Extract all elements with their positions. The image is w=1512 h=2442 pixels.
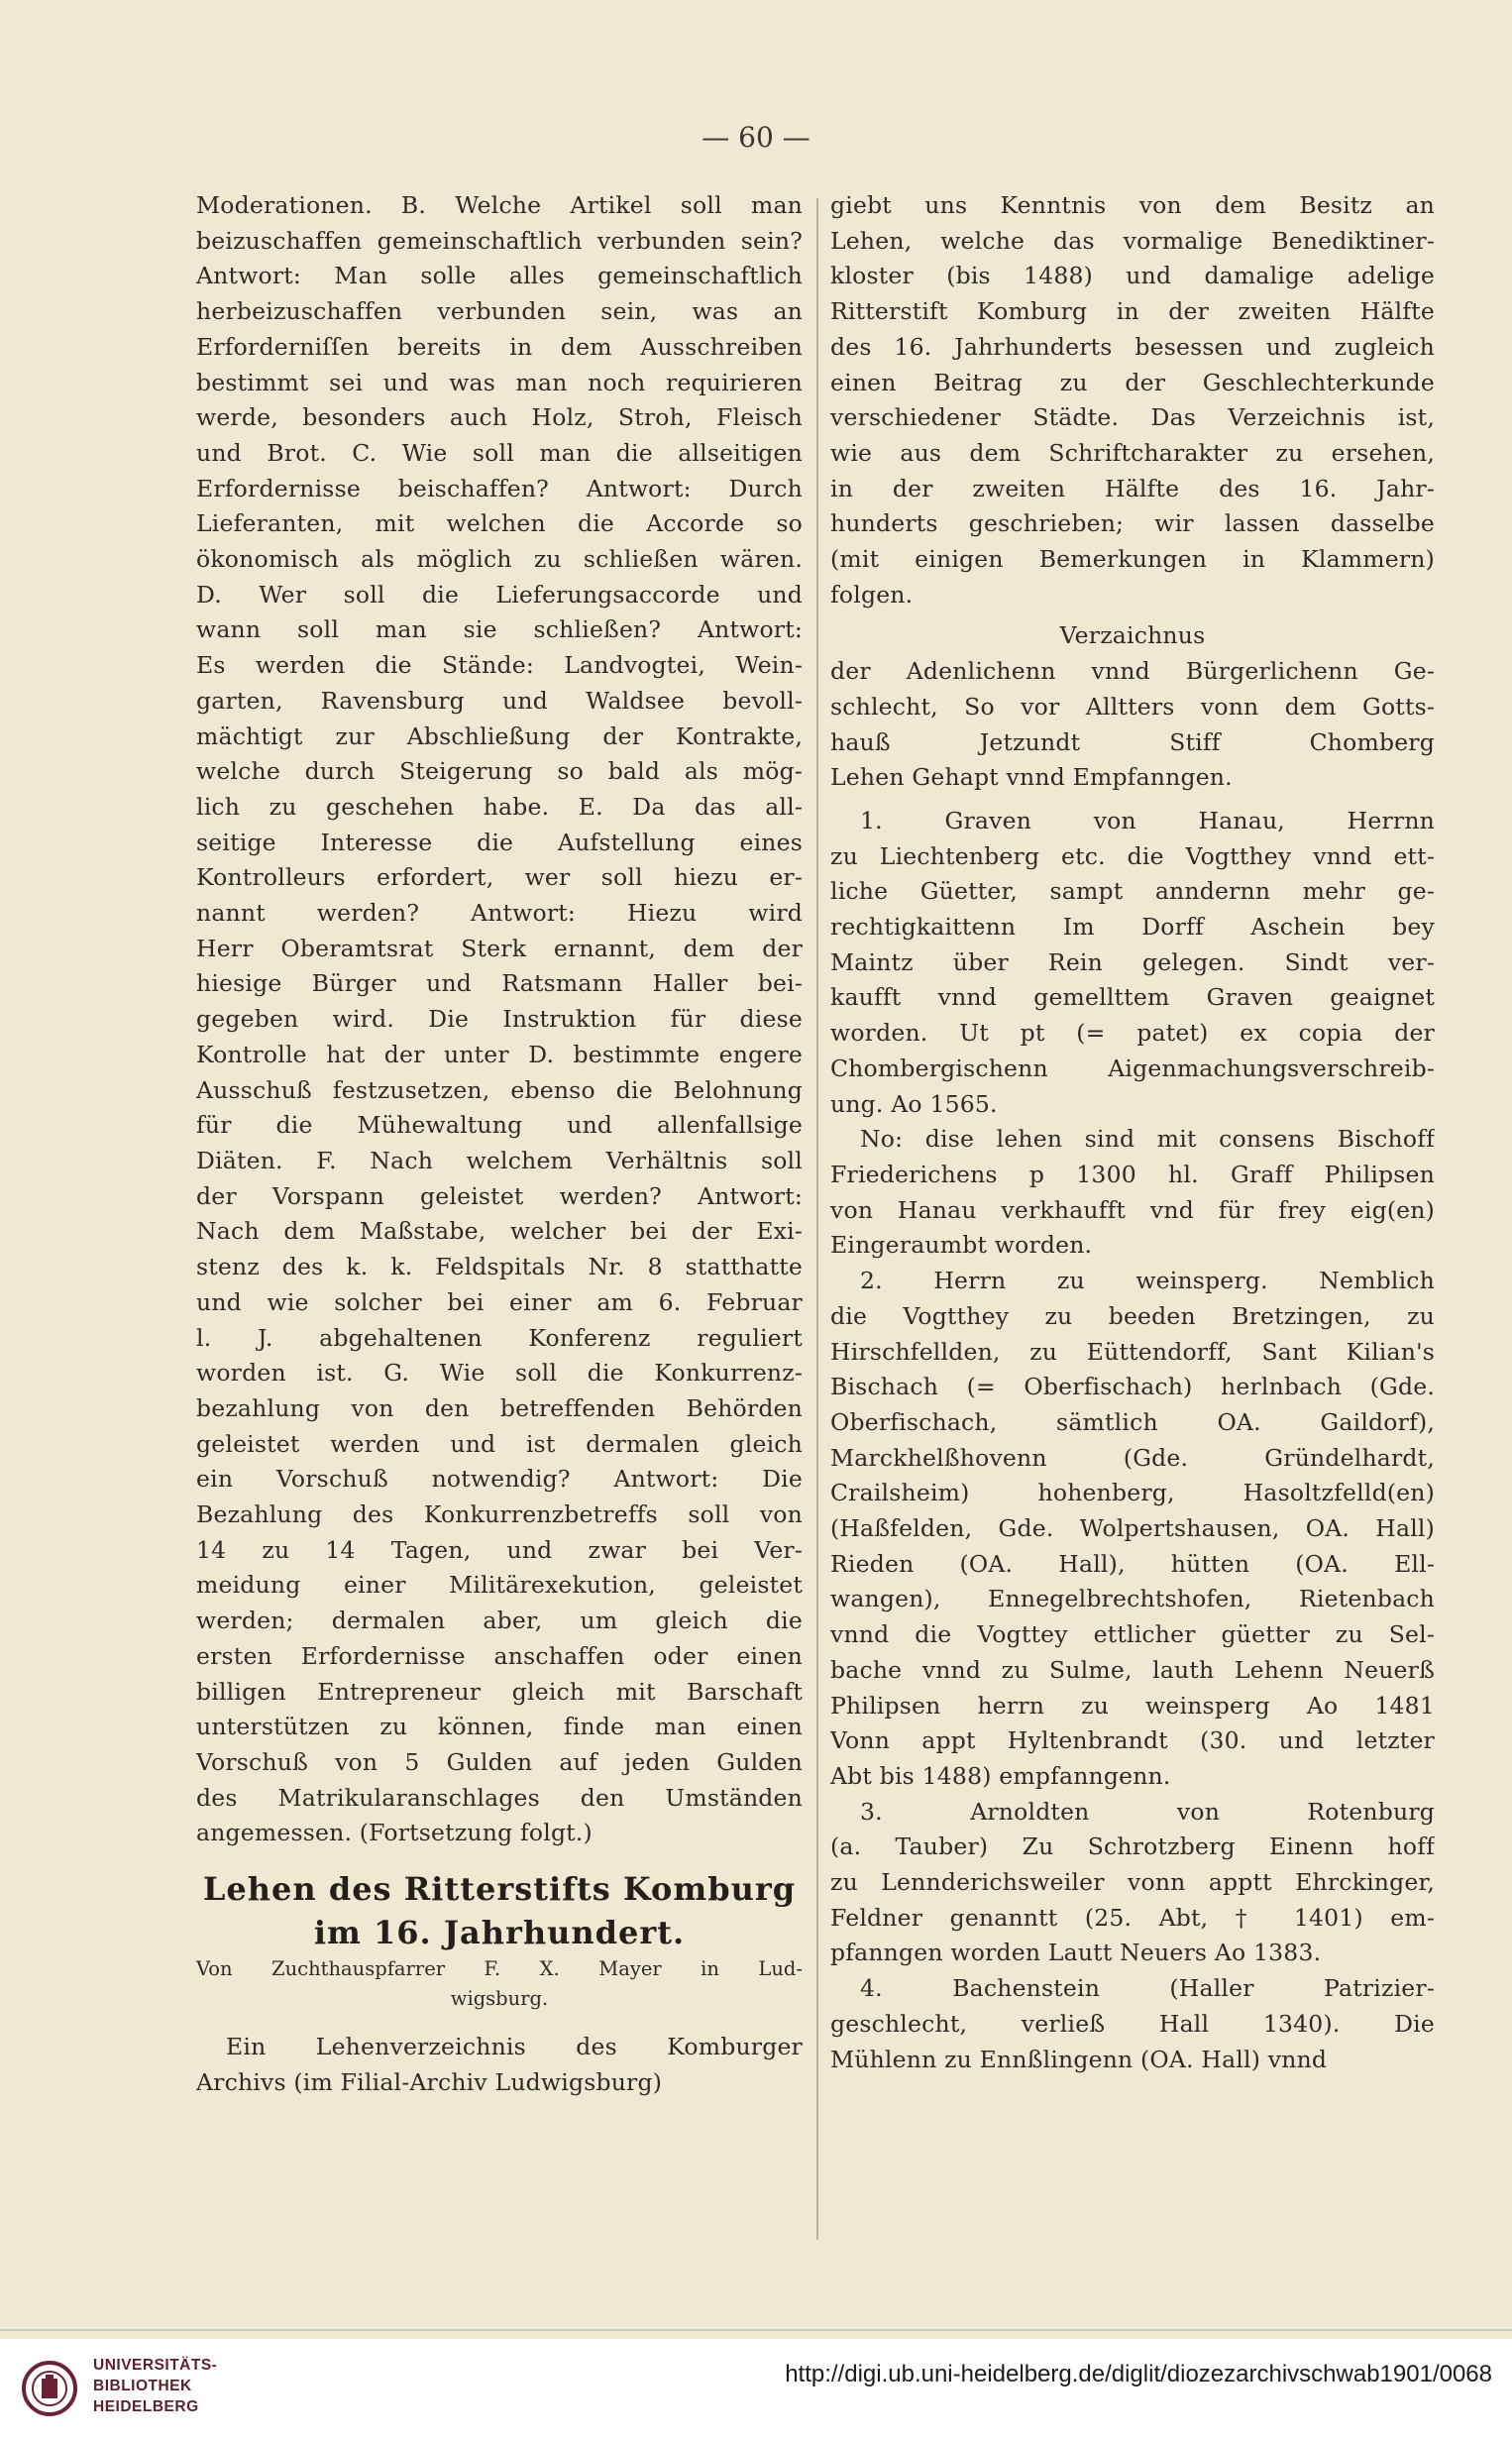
text-line: (Haßfelden, Gde. Wolpertshausen, OA. Hall) [830, 1514, 1435, 1543]
text-line: Lehen Gehapt vnnd Empfanngen. [830, 763, 1233, 792]
text-line: Crailsheim) hohenberg, Hasoltzfelld(en) [830, 1479, 1435, 1507]
text-line: wie aus dem Schriftcharakter zu ersehen, [830, 438, 1435, 467]
text-line: zu Liechtenberg etc. die Vogtthey vnnd ett- [830, 841, 1435, 870]
text-line: Kontrolleurs erfordert, wer soll hiezu er- [196, 863, 803, 892]
footer-divider [0, 2329, 1512, 2331]
source-url-link[interactable]: http://digi.ub.uni-heidelberg.de/diglit/diozezarchivschwab1901/0068 [785, 2361, 1492, 2387]
text-line: herbeizuschaffen verbunden sein, was an [196, 297, 803, 326]
article-byline-continued: wigsburg. [450, 1987, 549, 2011]
university-seal-icon [22, 2357, 77, 2420]
text-line: Hirschfellden, zu Eüttendorff, Sant Kilian's [830, 1337, 1435, 1366]
text-line: Herr Oberamtsrat Sterk ernannt, dem der [196, 934, 803, 962]
text-line: des 16. Jahrhunderts besessen und zugleich [830, 332, 1435, 361]
text-line: lich zu geschehen habe. E. Da das all- [196, 792, 803, 821]
text-line: hauß Jetzundt Stiff Chomberg [830, 727, 1435, 756]
text-line: beizuschaffen gemeinschaftlich verbunden sein? [196, 226, 803, 255]
verzeichnis-heading-text [830, 654, 1435, 796]
text-line: Friederichens p 1300 hl. Graff Philipsen [830, 1160, 1435, 1188]
text-line: geschlecht, verließ Hall 1340). Die [830, 2009, 1435, 2038]
text-line: hiesige Bürger und Ratsmann Haller bei- [196, 969, 803, 998]
text-line: Vorschuß von 5 Gulden auf jeden Gulden [196, 1747, 803, 1776]
text-line: Lehen, welche das vormalige Benediktiner- [830, 226, 1435, 255]
text-line: ein Vorschuß notwendig? Antwort: Die [196, 1465, 803, 1494]
text-line: Ritterstift Komburg in der zweiten Hälfte [830, 297, 1435, 326]
text-line: der Adenlichenn vnnd Bürgerlichenn Ge- [830, 657, 1435, 686]
text-line: zu Lennderichsweiler vonn apptt Ehrckinger, [830, 1868, 1435, 1897]
text-line: Kontrolle hat der unter D. bestimmte engere [196, 1040, 803, 1068]
text-line: die Vogtthey zu beeden Bretzingen, zu [830, 1301, 1435, 1330]
right-column [830, 188, 1435, 2077]
text-line: für die Mühewaltung und allenfallsige [196, 1111, 803, 1140]
text-line: Mühlenn zu Ennßlingenn (OA. Hall) vnnd [830, 2045, 1328, 2073]
footer [0, 2339, 1512, 2442]
text-line: und wie solcher bei einer am 6. Februar [196, 1287, 803, 1316]
text-line: ökonomisch als möglich zu schließen wären. [196, 545, 803, 574]
text-line: werden; dermalen aber, um gleich die [196, 1607, 803, 1635]
text-line: in der zweiten Hälfte des 16. Jahr- [830, 474, 1435, 502]
text-line: Erforderniſſen bereits in dem Ausschreiben [196, 332, 803, 361]
text-line: 1. Graven von Hanau, Herrnn [860, 806, 1435, 834]
text-line: Diäten. F. Nach welchem Verhältnis soll [196, 1146, 803, 1174]
text-line: 2. Herrn zu weinsperg. Nemblich [860, 1267, 1435, 1295]
text-line: unterstützen zu können, finde man einen [196, 1713, 803, 1741]
text-line: Ein Lehenverzeichnis des Komburger [226, 2033, 803, 2061]
text-line: Bezahlung des Konkurrenzbetreffs soll von [196, 1500, 803, 1529]
text-line: Philipsen herrn zu weinsperg Ao 1481 [830, 1691, 1435, 1720]
text-line: einen Beitrag zu der Geschlechterkunde [830, 368, 1435, 396]
text-line: nannt werden? Antwort: Hiezu wird [196, 899, 803, 928]
text-line: No: dise lehen sind mit consens Bischoff [860, 1125, 1435, 1154]
text-line: Chombergischenn Aigenmachungsverschreib- [830, 1054, 1435, 1082]
text-line: kaufft vnnd gemellttem Graven geaignet [830, 983, 1435, 1012]
text-line: Lieferanten, mit welchen die Accorde so [196, 509, 803, 538]
text-line: Ausschuß festzusetzen, ebenso die Belohnung [196, 1075, 803, 1104]
left-column-article-body [196, 2030, 803, 2100]
text-line: (mit einigen Bemerkungen in Klammern) [830, 545, 1435, 574]
library-name-line: UNIVERSITÄTS- [93, 2357, 218, 2374]
text-line: mächtigt zur Abschließung der Kontrakte, [196, 722, 803, 750]
text-line: meidung einer Militärexekution, geleistet [196, 1571, 803, 1600]
text-line: Maintz über Rein gelegen. Sindt ver- [830, 947, 1435, 976]
text-line: Bischach (= Oberfischach) herlnbach (Gde. [830, 1373, 1435, 1401]
text-line: giebt uns Kenntnis von dem Besitz an [830, 191, 1435, 219]
text-line: hunderts geschrieben; wir lassen dasselbe [830, 509, 1435, 538]
text-line: Feldner genanntt (25. Abt, † 1401) em- [830, 1903, 1435, 1932]
text-line: Oberfischach, sämtlich OA. Gaildorf), [830, 1407, 1435, 1436]
text-line: garten, Ravensburg und Waldsee bevoll- [196, 686, 803, 715]
library-name [93, 2355, 217, 2417]
text-line: 3. Arnoldten von Rotenburg [860, 1797, 1435, 1826]
text-line: Erfordernisse beischaffen? Antwort: Durch [196, 474, 803, 502]
text-line: kloster (bis 1488) und damalige adelige [830, 262, 1435, 290]
text-line: seitige Interesse die Aufstellung eines [196, 828, 803, 856]
text-line: welche durch Steigerung so bald als mög- [196, 757, 803, 786]
text-line: Abt bis 1488) empfanngenn. [830, 1761, 1171, 1790]
text-line: des Matrikularanschlages den Umständen [196, 1783, 803, 1812]
article-title: Lehen des Ritterstifts Komburg [202, 1870, 797, 1909]
text-line: pfanngen worden Lautt Neuers Ao 1383. [830, 1939, 1322, 1967]
text-line: stenz des k. k. Feldspitals Nr. 8 statthatte [196, 1253, 803, 1281]
text-line: schlecht, So vor Alltters vonn dem Gotts- [830, 692, 1435, 721]
article-subtitle: im 16. Jahrhundert. [313, 1914, 686, 1952]
text-line: l. J. abgehaltenen Konferenz reguliert [196, 1323, 803, 1352]
page-number: — 60 — [702, 121, 810, 154]
text-line: billigen Entrepreneur gleich mit Barschaft [196, 1677, 803, 1706]
text-line: von Hanau verkhaufft vnd für frey eig(en) [830, 1195, 1435, 1224]
text-line: und Brot. C. Wie soll man die allseitigen [196, 438, 803, 467]
text-line: gegeben wird. Die Instruktion für diese [196, 1005, 803, 1034]
left-column-body [196, 188, 803, 1851]
text-line: folgen. [830, 580, 914, 609]
text-line: Archivs (im Filial-Archiv Ludwigsburg) [196, 2067, 663, 2096]
verzeichnis-title: Verzaichnus [1059, 621, 1206, 650]
text-line: ung. Ao 1565. [830, 1089, 998, 1118]
text-line: Es werden die Stände: Landvogtei, Wein- [196, 651, 803, 680]
article-byline: Von Zuchthauspfarrer F. X. Mayer in Lud- [196, 1957, 803, 1981]
left-column [196, 188, 803, 2100]
text-line: (a. Tauber) Zu Schrotzberg Einenn hoff [830, 1832, 1435, 1861]
column-divider [816, 198, 818, 2240]
text-line: bestimmt sei und was man noch requirieren [196, 368, 803, 396]
text-line: bezahlung von den betreffenden Behörden [196, 1393, 803, 1422]
text-line: wann soll man sie schließen? Antwort: [196, 615, 803, 644]
text-line: der Vorspann geleistet werden? Antwort: [196, 1181, 803, 1210]
text-line: verschiedener Städte. Das Verzeichnis ist, [830, 403, 1435, 432]
text-line: worden. Ut pt (= patet) ex copia der [830, 1019, 1435, 1048]
text-line: worden ist. G. Wie soll die Konkurrenz- [196, 1359, 803, 1388]
text-line: Vonn appt Hyltenbrandt (30. und letzter [830, 1726, 1435, 1755]
text-line: 14 zu 14 Tagen, und zwar bei Ver- [196, 1535, 803, 1564]
text-line: 4. Bachenstein (Haller Patrizier- [860, 1974, 1435, 2003]
text-line: ersten Erfordernisse anschaffen oder einen [196, 1641, 803, 1670]
text-line: D. Wer soll die Lieferungsaccorde und [196, 580, 803, 609]
verzeichnis-entries [830, 804, 1435, 2077]
text-line: liche Güetter, sampt anndernn mehr ge- [830, 877, 1435, 906]
right-column-intro [830, 188, 1435, 612]
text-line: geleistet werden und ist dermalen gleich [196, 1429, 803, 1458]
text-line: bache vnnd zu Sulme, lauth Lehenn Neuerß [830, 1655, 1435, 1684]
text-line: Marckhelßhovenn (Gde. Gründelhardt, [830, 1443, 1435, 1472]
text-line: Eingeraumbt worden. [830, 1231, 1093, 1260]
text-line: werde, besonders auch Holz, Stroh, Fleisch [196, 403, 803, 432]
text-line: Nach dem Maßstabe, welcher bei der Exi- [196, 1217, 803, 1246]
text-line: Rieden (OA. Hall), hütten (OA. Ell- [830, 1549, 1435, 1578]
text-line: Antwort: Man solle alles gemeinschaftlich [196, 262, 803, 290]
text-line: wangen), Ennegelbrechtshofen, Rietenbach [830, 1585, 1435, 1613]
text-line: Moderationen. B. Welche Artikel soll man [196, 191, 803, 219]
text-line: vnnd die Vogttey ettlicher güetter zu Sel- [830, 1620, 1435, 1649]
library-name-line: BIBLIOTHEK [93, 2378, 192, 2394]
text-line: angemessen. (Fortsetzung folgt.) [196, 1819, 593, 1847]
text-line: rechtigkaittenn Im Dorff Aschein bey [830, 913, 1435, 942]
library-name-line: HEIDELBERG [93, 2398, 199, 2415]
